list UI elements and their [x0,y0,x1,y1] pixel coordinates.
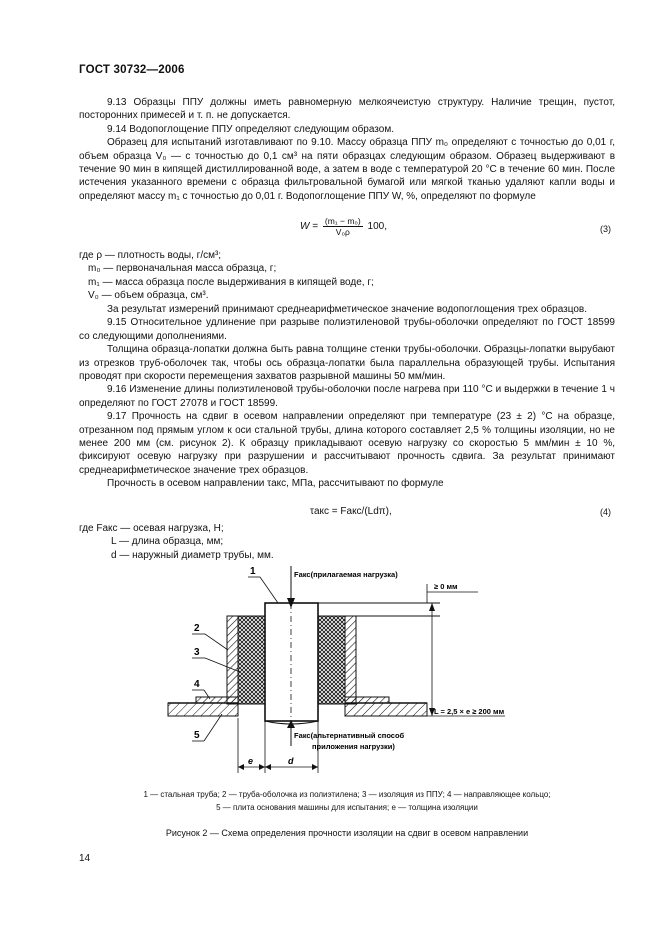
dimension-e-label: e [248,756,254,766]
legend-line-1: 1 — стальная труба; 2 — труба-оболочка из полиэтилена; 3 — изоляция из ППУ; 4 — направляющее кольцо; [143,790,551,799]
callout-2: 2 [194,623,200,634]
definition-m1: m₁ — масса образца после выдерживания в кипящей воде, г; [88,276,374,288]
formula-3-numerator: (m₁ − m₀) [324,216,361,226]
legend-line-2: 5 — плита основания машины для испытания; e — толщина изоляции [216,803,478,812]
insulation-right [318,616,356,704]
callout-1: 1 [250,566,256,577]
paragraph-9-14-body: Образец для испытаний изготавливают по 9.10. Массу образца ППУ m₀ определяют с точностью до 0,01 г, объем образца V₀ — с точностью до 0,1 см³ на пяти образцах следующим образом. Образец выдерживают в течение 90 мин в кипящей дистиллированной воде, а затем в воде с температурой 20 °С в течение 60 мин. После истечения указанного времени с образца фильтровальной бумагой или мягкой тканью удаляют капли воды и определяют массу m₁ с точностью до 0,01 г. Водопоглощение ППУ W, %, определяют по формуле [79,137,615,202]
definition-rho: где ρ — плотность воды, г/см³; [79,250,222,261]
definition-f-axial: где Fакс — осевая нагрузка, Н; [79,523,224,534]
definition-m0: m₀ — первоначальная масса образца, г; [88,263,277,275]
paragraph-9-15: 9.15 Относительное удлинение при разрыве полиэтиленовой трубы-оболочки определяют по ГОСТ 18599 со следующими дополнениями. [79,317,615,342]
equation-number-4: (4) [600,507,611,517]
loading-plate [318,603,440,616]
paragraph-9-14: 9.14 Водопоглощение ППУ определяют следующим образом. [107,123,394,135]
paragraph-9-17: 9.17 Прочность на сдвиг в осевом направлении определяют при температуре (23 ± 2) °С на образце, отрезанном под прямым углом к оси стальной трубы, длина которого составляет 2,5 % толщины изоляции, но не менее 200 мм (см. рисунок 2). К образцу прикладывают осевую нагрузку со скоростью 5 мм/мин ± 10 %, фиксируют осевую нагрузку при разрушении и рассчитывают прочность сдвига. За результат принимают среднеарифметическое значение трех образцов. [79,411,615,476]
formula-4: τакс = Fакс/(Ldπ), [310,506,392,517]
formula-3-eq: = [312,221,319,233]
callout-3: 3 [194,647,200,658]
load-label-bottom-1: Fакс(альтернативный способ [294,731,405,740]
load-label-bottom-2: приложения нагрузки) [312,742,395,751]
paragraph-9-14-result: За результат измерений принимают среднеарифметическое значение водопоглощения трех образцов. [107,304,588,315]
insulation-left [227,616,265,704]
paragraph-9-15-body: Толщина образца-лопатки должна быть равна толщине стенки трубы-оболочки. Образцы-лопатки вырубают из отрезков труб-оболочек так, чтобы ось образца-лопатки была параллельна образующей трубы. Испытания проводят при скорости перемещения захватов разрывной машины 50 мм/мин. [79,344,615,383]
callout-5: 5 [194,730,200,741]
paragraph-9-16: 9.16 Изменение длины полиэтиленовой трубы-оболочки после нагрева при 110 °С и выдержки в течение 1 ч определяют по ГОСТ 27078 и ГОСТ 18599. [79,384,615,409]
definition-v0: V₀ — объем образца, см³. [88,290,209,302]
figure-caption: Рисунок 2 — Схема определения прочности изоляции на сдвиг в осевом направлении [165,828,529,838]
formula-3-tail: 100, [367,221,388,233]
load-label-top: Fакс(прилагаемая нагрузка) [294,570,398,579]
definition-L: L — длина образца, мм; [111,536,224,548]
document-header: ГОСТ 30732—2006 [79,64,185,76]
dimension-gap-label: ≥ 0 мм [434,582,458,591]
equation-number-3: (3) [600,224,611,234]
figure-legend [79,788,615,814]
paragraph-9-13: 9.13 Образцы ППУ должны иметь равномерную мелкоячеистую структуру. Наличие трещин, пустот, посторонних примесей и т. п. не допускается. [79,97,615,122]
definition-d: d — наружный диаметр трубы, мм. [111,549,274,561]
callout-4: 4 [194,679,200,690]
paragraph-9-17-formula-intro: Прочность в осевом направлении τакс, МПа, рассчитывают по формуле [107,478,444,490]
formula-3-lhs: W [300,221,310,233]
page-number: 14 [79,853,91,864]
formula-3-denominator: V₀ρ [335,227,350,237]
dimension-d-label: d [288,756,294,766]
dimension-length-label: L = 2,5 × e ≥ 200 мм [434,707,505,716]
